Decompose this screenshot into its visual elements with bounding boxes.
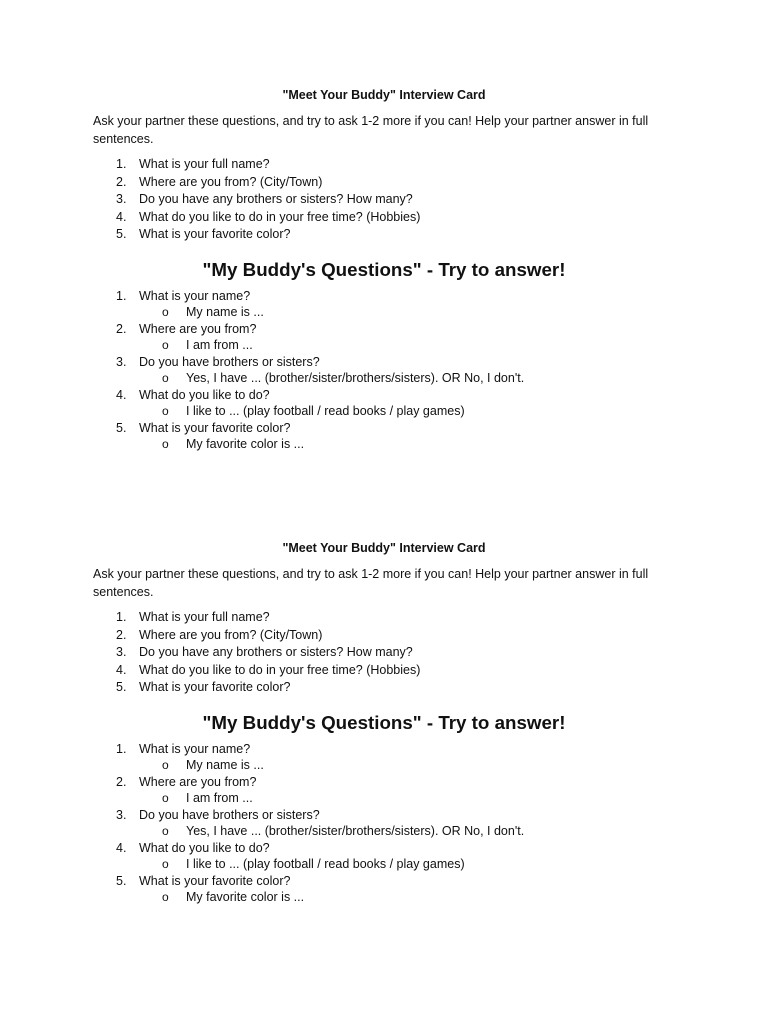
buddy-answer-list — [0, 741, 768, 906]
bullet-icon: o — [162, 404, 169, 419]
question-text: What do you like to do? — [139, 387, 270, 402]
question-text: Where are you from? — [139, 774, 257, 789]
bullet-icon: o — [162, 338, 169, 353]
question-text: Do you have any brothers or sisters? How many? — [139, 192, 413, 207]
list-item — [0, 807, 768, 840]
question-text: Do you have brothers or sisters? — [139, 807, 320, 822]
interview-question-list — [0, 156, 768, 244]
question-text: What do you like to do? — [139, 840, 270, 855]
list-number: 2. — [116, 174, 127, 189]
list-number: 2. — [116, 627, 127, 642]
question-text: Where are you from? — [139, 321, 257, 336]
list-item — [0, 679, 768, 697]
list-number: 2. — [116, 774, 127, 789]
list-number: 4. — [116, 662, 127, 677]
question-text: What is your favorite color? — [139, 873, 291, 888]
answer-text: I am from ... — [186, 791, 253, 806]
answer-text: I like to ... (play football / read books / play games) — [186, 857, 465, 872]
interview-card-2 — [0, 539, 768, 906]
list-item — [0, 354, 768, 387]
card-intro: Ask your partner these questions, and try to ask 1-2 more if you can! Help your partner answer in full sentences. — [93, 567, 649, 599]
buddy-answer-list — [0, 288, 768, 453]
list-number: 1. — [116, 288, 127, 303]
list-item — [0, 288, 768, 321]
interview-card-1 — [0, 86, 768, 453]
list-item — [0, 191, 768, 209]
list-number: 5. — [116, 227, 127, 242]
question-text: Where are you from? (City/Town) — [139, 174, 323, 189]
answer-text: My name is ... — [186, 758, 264, 773]
bullet-icon: o — [162, 857, 169, 872]
question-text: Do you have brothers or sisters? — [139, 354, 320, 369]
answer-text: Yes, I have ... (brother/sister/brothers/sisters). OR No, I don't. — [186, 371, 525, 386]
bullet-icon: o — [162, 824, 169, 839]
list-number: 3. — [116, 192, 127, 207]
card-title: "Meet Your Buddy" Interview Card — [282, 88, 486, 102]
question-text: What is your favorite color? — [139, 227, 291, 242]
question-text: What is your favorite color? — [139, 680, 291, 695]
list-item — [0, 226, 768, 244]
question-text: What do you like to do in your free time? (Hobbies) — [139, 209, 421, 224]
answer-text: My favorite color is ... — [186, 437, 305, 452]
list-item — [0, 609, 768, 627]
question-text: What is your name? — [139, 288, 251, 303]
list-number: 5. — [116, 420, 127, 435]
question-text: What is your full name? — [139, 610, 270, 624]
list-item — [0, 156, 768, 174]
list-item — [0, 627, 768, 645]
list-item — [0, 321, 768, 354]
card-intro: Ask your partner these questions, and try to ask 1-2 more if you can! Help your partner answer in full sentences. — [93, 114, 649, 146]
answer-text: I like to ... (play football / read books / play games) — [186, 404, 465, 419]
list-item — [0, 209, 768, 227]
list-item — [0, 741, 768, 774]
list-item — [0, 174, 768, 192]
bullet-icon: o — [162, 791, 169, 806]
section-subtitle: "My Buddy's Questions" - Try to answer! — [202, 711, 566, 733]
card-title: "Meet Your Buddy" Interview Card — [282, 541, 486, 555]
list-number: 4. — [116, 840, 127, 855]
list-item — [0, 774, 768, 807]
list-number: 3. — [116, 645, 127, 660]
list-item — [0, 873, 768, 906]
question-text: What is your full name? — [139, 157, 270, 171]
bullet-icon: o — [162, 758, 169, 773]
list-number: 4. — [116, 209, 127, 224]
list-number: 4. — [116, 387, 127, 402]
question-text: Do you have any brothers or sisters? How many? — [139, 645, 413, 660]
list-number: 1. — [116, 610, 127, 624]
list-item — [0, 840, 768, 873]
list-item — [0, 387, 768, 420]
bullet-icon: o — [162, 437, 169, 452]
list-number: 5. — [116, 873, 127, 888]
list-number: 3. — [116, 354, 127, 369]
list-item — [0, 420, 768, 453]
question-text: What is your favorite color? — [139, 420, 291, 435]
bullet-icon: o — [162, 890, 169, 905]
bullet-icon: o — [162, 305, 169, 320]
answer-text: My favorite color is ... — [186, 890, 305, 905]
section-subtitle: "My Buddy's Questions" - Try to answer! — [202, 258, 566, 280]
answer-text: My name is ... — [186, 305, 264, 320]
bullet-icon: o — [162, 371, 169, 386]
list-number: 1. — [116, 157, 127, 171]
interview-question-list — [0, 609, 768, 697]
question-text: What do you like to do in your free time? (Hobbies) — [139, 662, 421, 677]
question-text: Where are you from? (City/Town) — [139, 627, 323, 642]
list-number: 5. — [116, 680, 127, 695]
question-text: What is your name? — [139, 741, 251, 756]
list-item — [0, 644, 768, 662]
answer-text: Yes, I have ... (brother/sister/brothers/sisters). OR No, I don't. — [186, 824, 525, 839]
list-number: 1. — [116, 741, 127, 756]
list-item — [0, 662, 768, 680]
list-number: 3. — [116, 807, 127, 822]
answer-text: I am from ... — [186, 338, 253, 353]
list-number: 2. — [116, 321, 127, 336]
